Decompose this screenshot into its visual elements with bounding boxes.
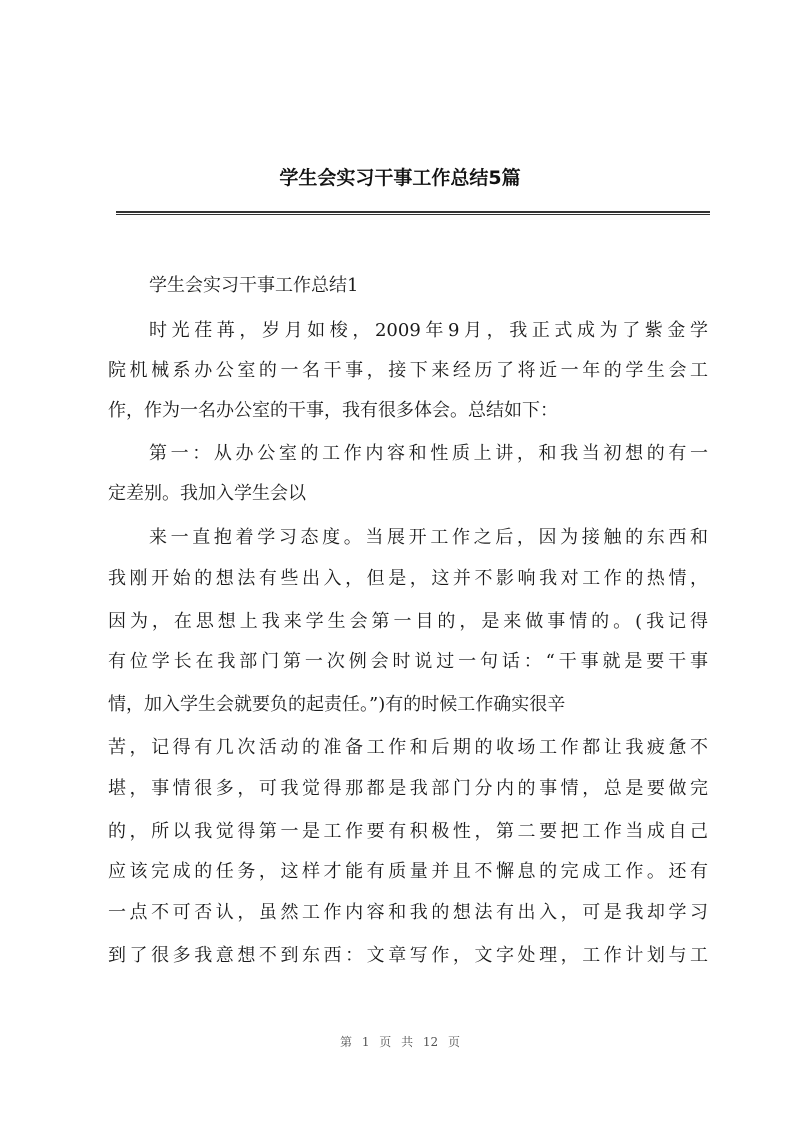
paragraph-line: 因为，在思想上我来学生会第一目的，是来做事情的。(我记得: [108, 611, 708, 632]
paragraph-line: 来一直抱着学习态度。当展开工作之后，因为接触的东西和: [149, 527, 708, 548]
paragraph-line: 苦，记得有几次活动的准备工作和后期的收场工作都让我疲惫不: [108, 737, 708, 758]
paragraph-line: 时光荏苒，岁月如梭，2009年9月，我正式成为了紫金学: [149, 320, 708, 341]
paragraph-line: 到了很多我意想不到东西：文章写作，文字处理，工作计划与工: [108, 945, 708, 966]
paragraph-line: 作，作为一名办公室的干事，我有很多体会。总结如下：: [108, 400, 558, 421]
paragraph-line: 堪，事情很多，可我觉得那都是我部门分内的事情，总是要做完: [108, 778, 708, 799]
title-divider: [116, 211, 710, 215]
document-title: 学生会实习干事工作总结5篇: [279, 167, 521, 189]
paragraph-line: 有位学长在我部门第一次例会时说过一句话：“干事就是要干事: [108, 651, 708, 672]
paragraph-line: 一点不可否认，虽然工作内容和我的想法有出入，可是我却学习: [108, 902, 708, 923]
paragraph-line: 我刚开始的想法有些出入，但是，这并不影响我对工作的热情，: [108, 568, 708, 589]
section-heading: 学生会实习干事工作总结1: [149, 275, 359, 296]
paragraph-line: 应该完成的任务，这样才能有质量并且不懈息的完成工作。还有: [108, 861, 708, 882]
page-number-footer: 第 1 页 共 12 页: [340, 1035, 460, 1049]
paragraph-line: 的，所以我觉得第一是工作要有积极性，第二要把工作当成自己: [108, 821, 708, 842]
paragraph-line: 定差别。我加入学生会以: [108, 483, 306, 504]
paragraph-line: 第一：从办公室的工作内容和性质上讲，和我当初想的有一: [149, 443, 708, 464]
paragraph-line: 院机械系办公室的一名干事，接下来经历了将近一年的学生会工: [108, 360, 708, 381]
paragraph-line: 情，加入学生会就要负的起责任。”)有的时候工作确实很辛: [108, 694, 566, 715]
